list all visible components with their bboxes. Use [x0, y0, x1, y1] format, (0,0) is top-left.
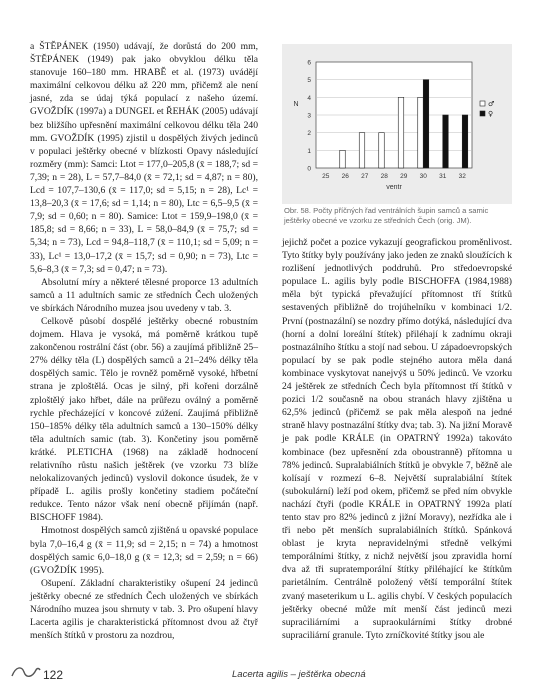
figure-58 — [282, 44, 512, 204]
y-axis-label: N — [293, 101, 299, 109]
y-tick-label: 6 — [307, 59, 311, 67]
page-footer — [0, 654, 540, 694]
paragraph-4: Hmotnost dospělých samců zjištěná u opavské populace byla 7,0–16,4 g (x̄ = 11,9; sd = 2,15; n = 74) a hmotnost dospělých samic 6,0–18,0 g (x̄ = 12,3; sd = 2,59; n = 66) (GVOŽDÍK 1995). — [30, 525, 258, 576]
right-text-column — [282, 236, 512, 642]
bar — [423, 80, 429, 168]
y-tick-label: 3 — [307, 112, 311, 120]
bar — [443, 115, 449, 168]
bar — [418, 97, 424, 168]
paragraph-6: jejichž počet a pozice vykazují geografickou proměnlivost. Tyto štítky byly používány jako jeden ze znaků sloužících k rozlišení jednotlivých poddruhů. Pro středoevropské populace L. agilis byly podle BISCHOFFA (1984,1988) měla být typická převažující přítomnost tří štítků sestavených přibližně do trojúhelníku v kombinaci 1/2. První (postnazální) se nozdry přímo dotýká, následující dva (horní a dolní loreální štítek) přiléhají k zadnímu okraji postnazálního štítku a stojí nad sebou. U západoevropských populací by se pak podle stejného autora měla daná kombinace vyskytovat nanejvýš u 50% jedinců. Ve vzorku 24 ještěrek ze středních Čech byla přítomnost tří štítků v pozici 1/2 současně na obou stranách hlavy zjištěna u 62,5% jedinců (přičemž se pak měla alespoň na jedné straně hlavy postnazální štítky dva; tab. 3). Na jižní Moravě je pak podle KRÁLE (in OPATRNÝ 1992a) takováto kombinace (bez upřesnění zda oboustranně) přítomna u 78% jedinců. Supralabiálních štítků je obvykle 7, běžně ale kolísají v rozmezí 6–8. Největší supralabiální štítek (subokulární) leží pod okem, přičemž se před ním obvykle nachází čtyři (podle KRÁLE in OPATRNÝ 1992a platí tento stav pro 82% jedinců z jižní Moravy), nezřídka ale i tři nebo pět menších supralabiálních štítků. Spánková oblast je kryta nepravidelnými středně velkými temporálními štítky, z nichž největší jsou zpravidla horní dva až tři supratemporální štítky přiléhající ke štítkům parietálním. Centrálně položený větší temporální štítek zvaný maseterikum u L. agilis chybí. V českých populacích ještěrky obecné může mít menší část jedinců mezi supraciliárními a supraokulárními štítky drobné supraciliární granule. Tyto zrníčkovité štítky jsou ale — [282, 237, 512, 641]
x-tick-label: 27 — [361, 173, 369, 180]
y-tick-label: 5 — [307, 77, 311, 85]
legend-label: ♂ — [488, 100, 495, 108]
x-tick-label: 30 — [419, 173, 427, 180]
bar — [359, 133, 365, 168]
bar — [379, 133, 385, 168]
y-tick-label: 0 — [307, 165, 311, 173]
paragraph-1: a ŠTĚPÁNEK (1950) udávají, že dorůstá do 200 mm, ŠTĚPÁNEK (1949) pak jako obvyklou délku těla stanovuje 160–180 mm. HRABĚ et al. (1973) uvádějí maximální celkovou délku až 220 mm, přičemž ale není jasné, zda se údaj týká populací z našeho území. GVOŽDÍK (1997a) a DUNGEL et ŘEHÁK (2005) udávají bez bližšího upřesnění maximální celkovou délku těla 240 mm. GVOŽDÍK (1995) zjistil u dospělých živých jedinců v populaci ještěrky obecné v blízkosti Opavy následující rozměry (mm): Samci: Ltot = 177,0–205,8 (x̄ = 188,7; sd = 7,39; n = 28), L = 57,7–84,0 (x̄ = 72,1; sd = 4,87; n = 80), Lcd = 107,7–130,6 (x̄ = 117,0; sd = 5,15; n = 28), Lc¹ = 13,8–20,3 (x̄ = 17,6; sd = 1,14; n = 80), Ltc = 6,5–9,5 (x̄ = 7,9; sd = 0,60; n = 80). Samice: Ltot = 159,9–198,0 (x̄ = 185,8; sd = 8,66; n = 33), L = 58,0–84,9 (x̄ = 75,7; sd = 5,34; n = 73), Lcd = 94,8–118,7 (x̄ = 110,1; sd = 5,09; n = 33), Lc¹ = 13,0–17,2 (x̄ = 15,7; sd = 0,90; n = 73), Ltc = 5,6–8,3 (x̄ = 7,3; sd = 0,47; n = 73). — [30, 41, 258, 275]
paragraph-2: Absolutní míry a některé tělesné proporce 13 adultních samců a 11 adultních samic ze středních Čech uložených ve sbírkách Národního muzea jsou uvedeny v tab. 3. — [30, 276, 258, 314]
legend-swatch — [480, 101, 485, 106]
x-tick-label: 28 — [380, 173, 388, 180]
y-tick-label: 2 — [307, 130, 311, 138]
bar — [398, 97, 404, 168]
x-tick-label: 25 — [322, 173, 330, 180]
x-tick-label: 26 — [341, 173, 349, 180]
x-tick-label: 29 — [400, 173, 408, 180]
y-tick-label: 4 — [307, 94, 311, 102]
x-tick-label: 32 — [458, 173, 466, 180]
figure-caption: Obr. 58. Počty příčných řad ventrálních šupin samců a samic ještěrky obecné ve vzorku ze středních Čech (orig. JM). — [284, 206, 489, 225]
swirl-ornament-icon — [10, 662, 42, 682]
page-number: 122 — [43, 668, 64, 682]
x-axis-label: ventr — [386, 184, 402, 191]
left-text-column — [30, 40, 258, 642]
paragraph-5: Ošupení. Základní charakteristiky ošupení 24 jedinců ještěrky obecné ze středních Čech uložených ve sbírkách Národního muzea jsou shrnuty v tab. 3. Pro ošupení hlavy Lacerta agilis je charakteristická přítomnost dvou až čtyř menších štítků v prostoru za nozdrou, — [30, 577, 258, 642]
legend-swatch — [480, 111, 485, 116]
bar — [340, 150, 346, 168]
bar — [462, 115, 468, 168]
y-tick-label: 1 — [307, 147, 311, 155]
legend-label: ♀ — [488, 110, 494, 118]
running-title: Lacerta agilis – ještěrka obecná — [232, 669, 366, 680]
x-tick-label: 31 — [439, 173, 447, 180]
paragraph-3: Celkově působí dospělé ještěrky obecné robustním dojmem. Hlava je vysoká, má poměrně krátkou tupě zakončenou rostrální část (obr. 56) a zaujímá přibližně 25–27% délky těla (L) dospělých samců a 21–24% délky těla dospělých samic. Tělo je rovněž poměrně vysoké, hřbetní strana je zploštělá. Ocas je silný, při kořeni dorzálně zploštělý jako hřbet, dále na průřezu oválný a poměrně rychle přecházející v koncové zúžení. Zaujímá přibližně 150–185% délky těla adultních samců a 130–150% délky těla adultních samic (tab. 3). Končetiny jsou poměrně krátké. PLETICHA (1968) na základě hodnocení relativního růstu našich ještěrek (ve vzorku 73 blíže nelokalizovaných jedinců) vyslovil dokonce úsudek, že v případě L. agilis prošly končetiny stadiem počáteční redukce. Tento názor však není obecně přijímán (např. BISCHOFF 1984). — [30, 315, 258, 524]
ventral-scale-chart — [282, 44, 512, 204]
